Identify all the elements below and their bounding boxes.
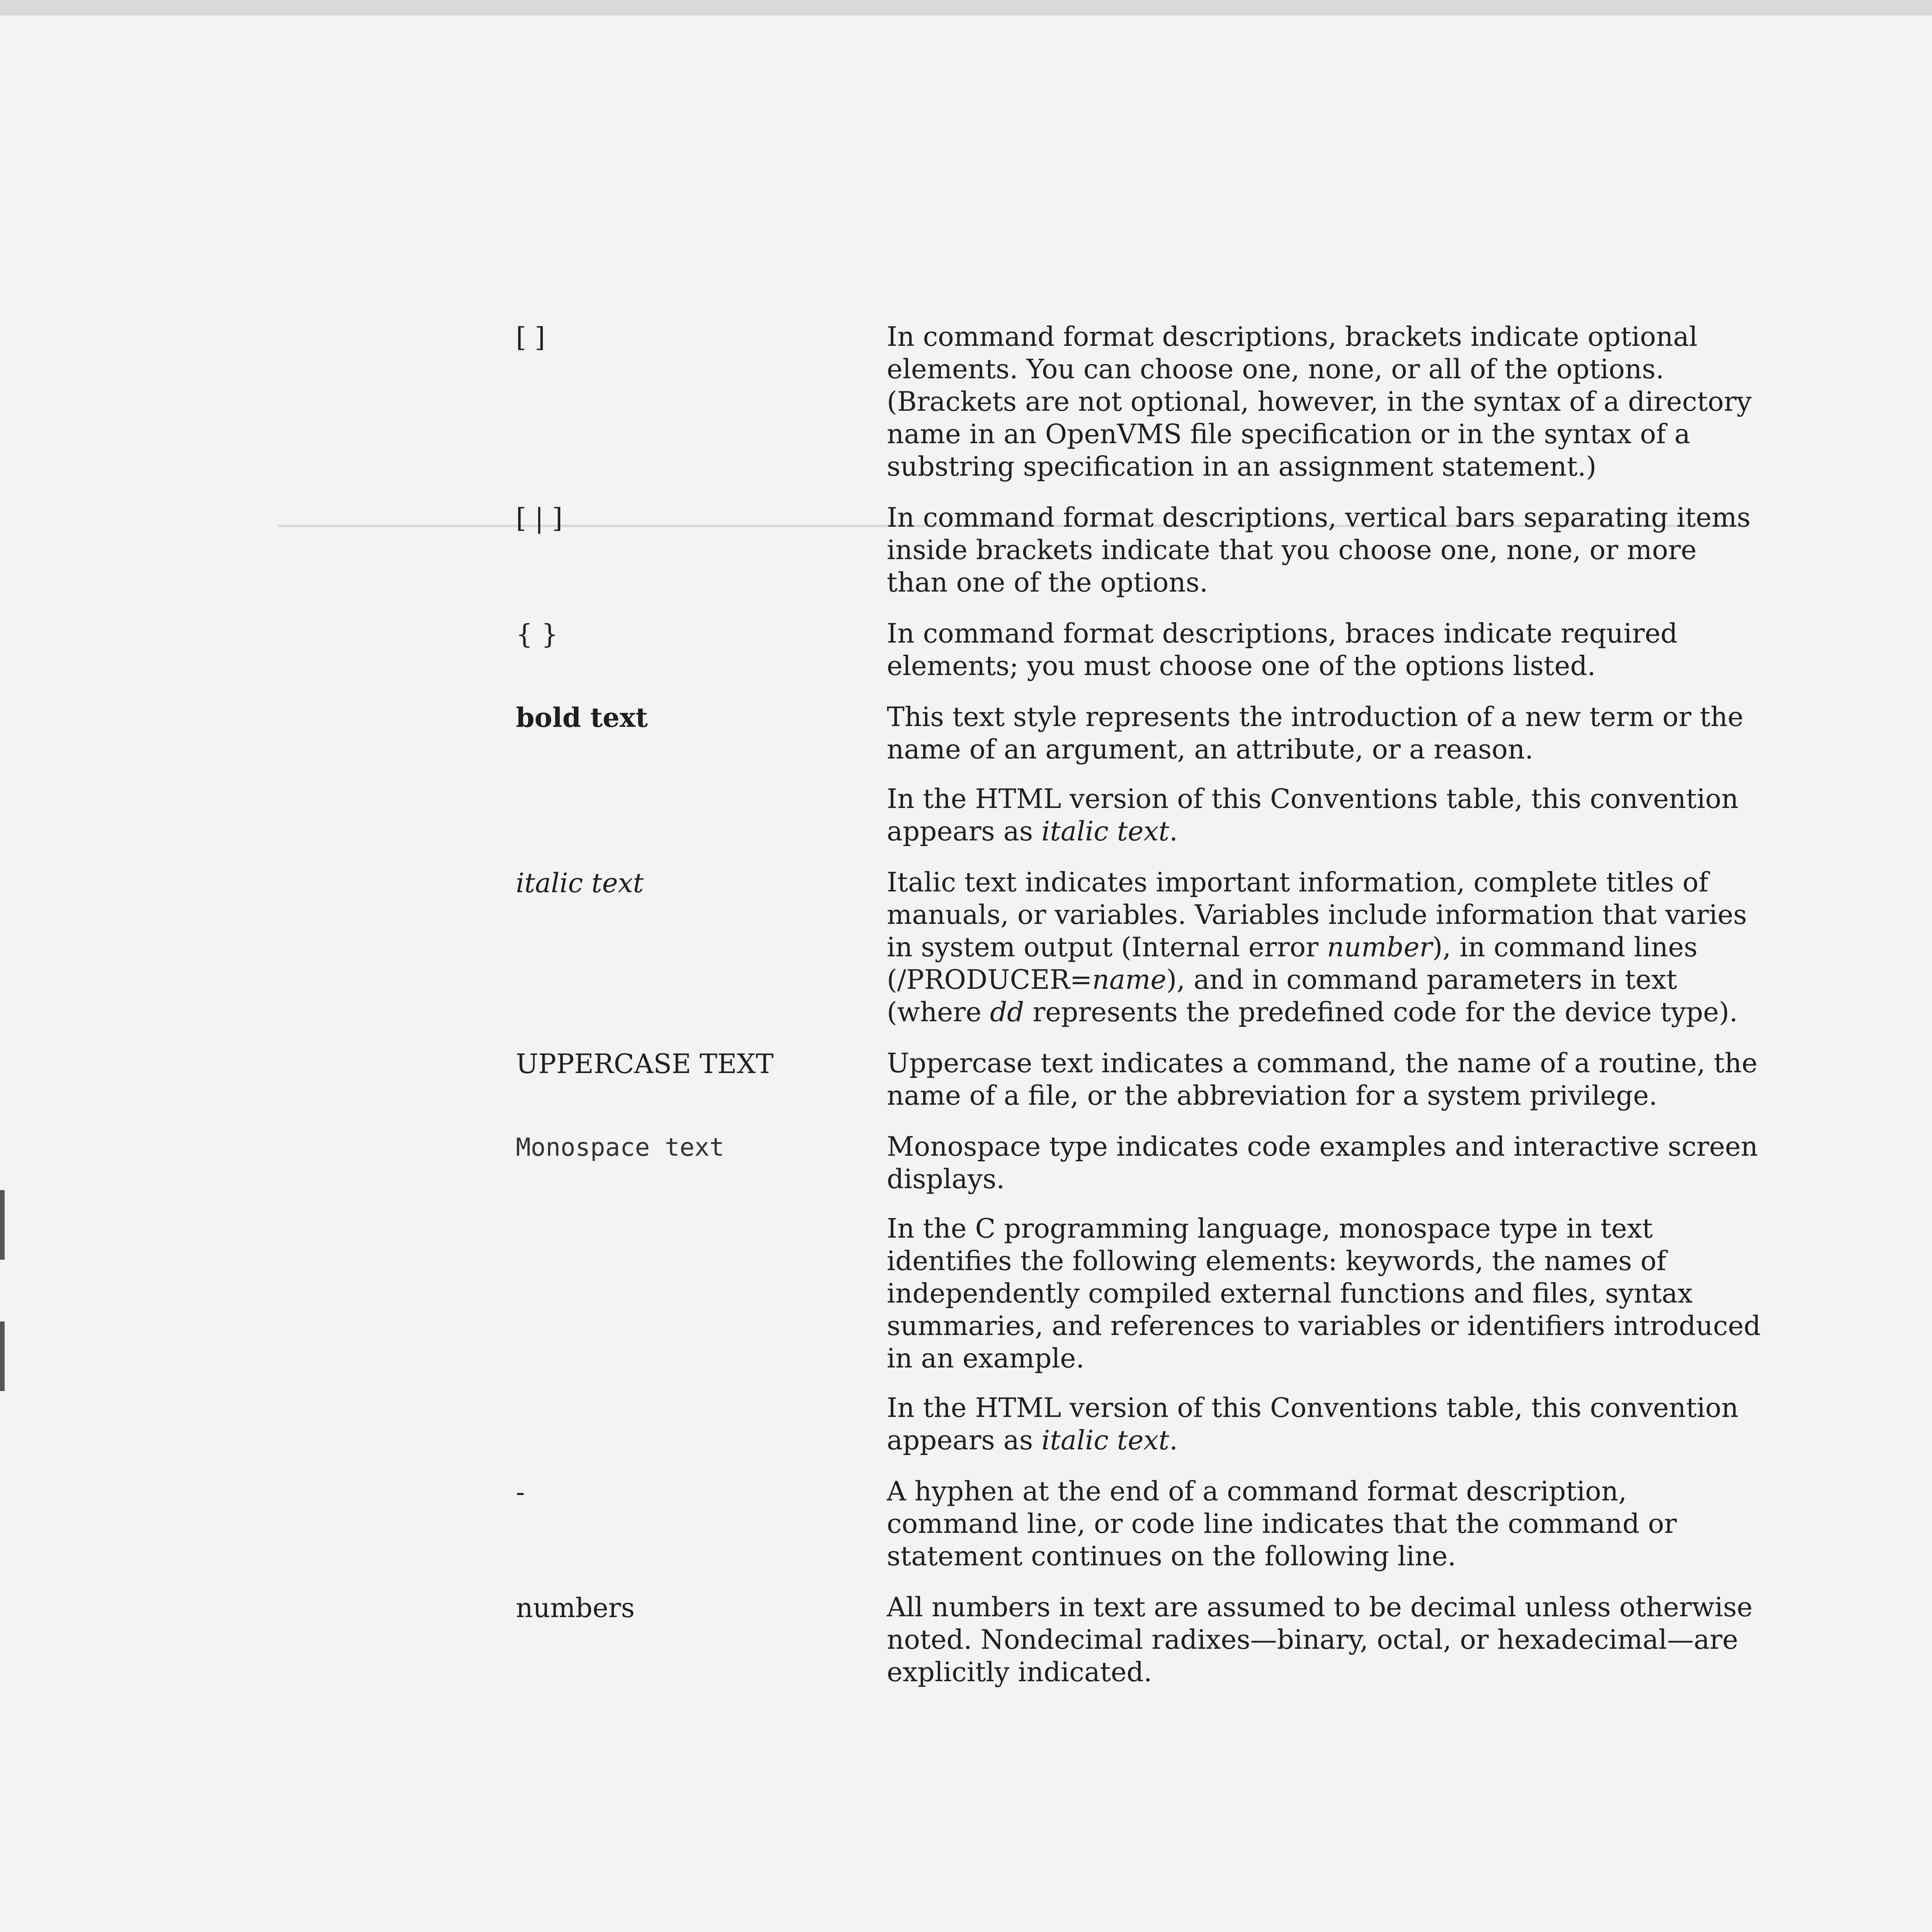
description-text: In the HTML version of this Conventions table, this convention appears as xyxy=(887,784,1739,847)
convention-row xyxy=(516,1131,1764,1457)
convention-description xyxy=(887,1591,1764,1689)
convention-description xyxy=(887,1131,1764,1457)
convention-row xyxy=(516,1591,1764,1689)
convention-description xyxy=(887,502,1764,599)
description-paragraph xyxy=(887,1047,1764,1112)
description-text: All numbers in text are assumed to be decimal unless otherwise noted. Nondecimal radixes—binary, octal, or hexadecimal—are explicitly indicated. xyxy=(887,1592,1753,1688)
convention-row xyxy=(516,502,1764,599)
description-paragraph xyxy=(887,617,1764,682)
description-paragraph xyxy=(887,783,1764,848)
description-paragraph xyxy=(887,1131,1764,1196)
description-paragraph xyxy=(887,1475,1764,1573)
description-text: represents the predefined code for the device type). xyxy=(1024,997,1738,1028)
convention-term: Monospace text xyxy=(516,1133,724,1162)
convention-term: - xyxy=(516,1477,525,1508)
description-emphasis: dd xyxy=(990,997,1024,1028)
scan-margin-mark xyxy=(0,1321,5,1391)
description-text: Monospace type indicates code examples and interactive screen displays. xyxy=(887,1131,1758,1195)
convention-description xyxy=(887,617,1764,682)
convention-row xyxy=(516,701,1764,848)
convention-term: bold text xyxy=(516,702,648,733)
convention-term: [ ] xyxy=(516,322,545,353)
description-text: In command format descriptions, vertical bars separating items inside brackets indicate that you choose one, none, or more than one of the options. xyxy=(887,502,1751,598)
description-text: In the HTML version of this Conventions table, this convention appears as xyxy=(887,1393,1739,1456)
scan-margin-mark xyxy=(0,1190,5,1260)
convention-term: italic text xyxy=(516,868,644,899)
convention-description xyxy=(887,866,1764,1029)
description-paragraph xyxy=(887,866,1764,1029)
convention-row xyxy=(516,1047,1764,1112)
description-text: ), and in command parameters in text (where xyxy=(887,964,1677,1028)
convention-row xyxy=(516,617,1764,682)
description-emphasis: italic text xyxy=(1041,816,1170,847)
description-paragraph xyxy=(887,1392,1764,1457)
convention-term: numbers xyxy=(516,1593,635,1624)
description-text: . xyxy=(1169,816,1178,847)
convention-row xyxy=(516,321,1764,483)
description-text: ), in command lines (/PRODUCER= xyxy=(887,932,1698,995)
description-text: Uppercase text indicates a command, the name of a routine, the name of a file, or the abbreviation for a system privilege. xyxy=(887,1048,1758,1111)
description-paragraph xyxy=(887,321,1764,483)
description-text: Italic text indicates important information, complete titles of manuals, or variables. Variables include information that varies in system output (Internal error xyxy=(887,867,1747,963)
convention-description xyxy=(887,321,1764,483)
description-emphasis: italic text xyxy=(1041,1425,1170,1456)
convention-description xyxy=(887,701,1764,848)
description-paragraph xyxy=(887,701,1764,766)
scan-top-edge xyxy=(0,0,1932,15)
convention-row xyxy=(516,866,1764,1029)
description-text: In the C programming language, monospace type in text identifies the following elements: keywords, the names of independently compiled external functions and files, syntax summaries, and references to variables or identifiers introduced in an example. xyxy=(887,1213,1761,1374)
convention-term: UPPERCASE TEXT xyxy=(516,1049,774,1080)
convention-term: [ | ] xyxy=(516,503,563,534)
convention-term: { } xyxy=(516,619,558,650)
description-text: In command format descriptions, braces indicate required elements; you must choose one of the options listed. xyxy=(887,618,1678,682)
convention-row xyxy=(516,1475,1764,1573)
convention-description xyxy=(887,1475,1764,1573)
description-paragraph xyxy=(887,1591,1764,1689)
description-paragraph xyxy=(887,502,1764,599)
convention-description xyxy=(887,1047,1764,1112)
description-text: In command format descriptions, brackets indicate optional elements. You can choose one, none, or all of the options. (Brackets are not optional, however, in the syntax of a directory name in an OpenVMS file specification or in the syntax of a substring specification in an assignment statement.) xyxy=(887,321,1752,482)
description-paragraph xyxy=(887,1213,1764,1375)
description-text: . xyxy=(1169,1425,1178,1456)
description-emphasis: name xyxy=(1092,964,1167,995)
conventions-table xyxy=(516,321,1764,1707)
description-text: A hyphen at the end of a command format description, command line, or code line indicates that the command or statement continues on the following line. xyxy=(887,1476,1677,1572)
description-text: This text style represents the introduction of a new term or the name of an argument, an attribute, or a reason. xyxy=(887,702,1743,765)
description-emphasis: number xyxy=(1327,932,1432,963)
